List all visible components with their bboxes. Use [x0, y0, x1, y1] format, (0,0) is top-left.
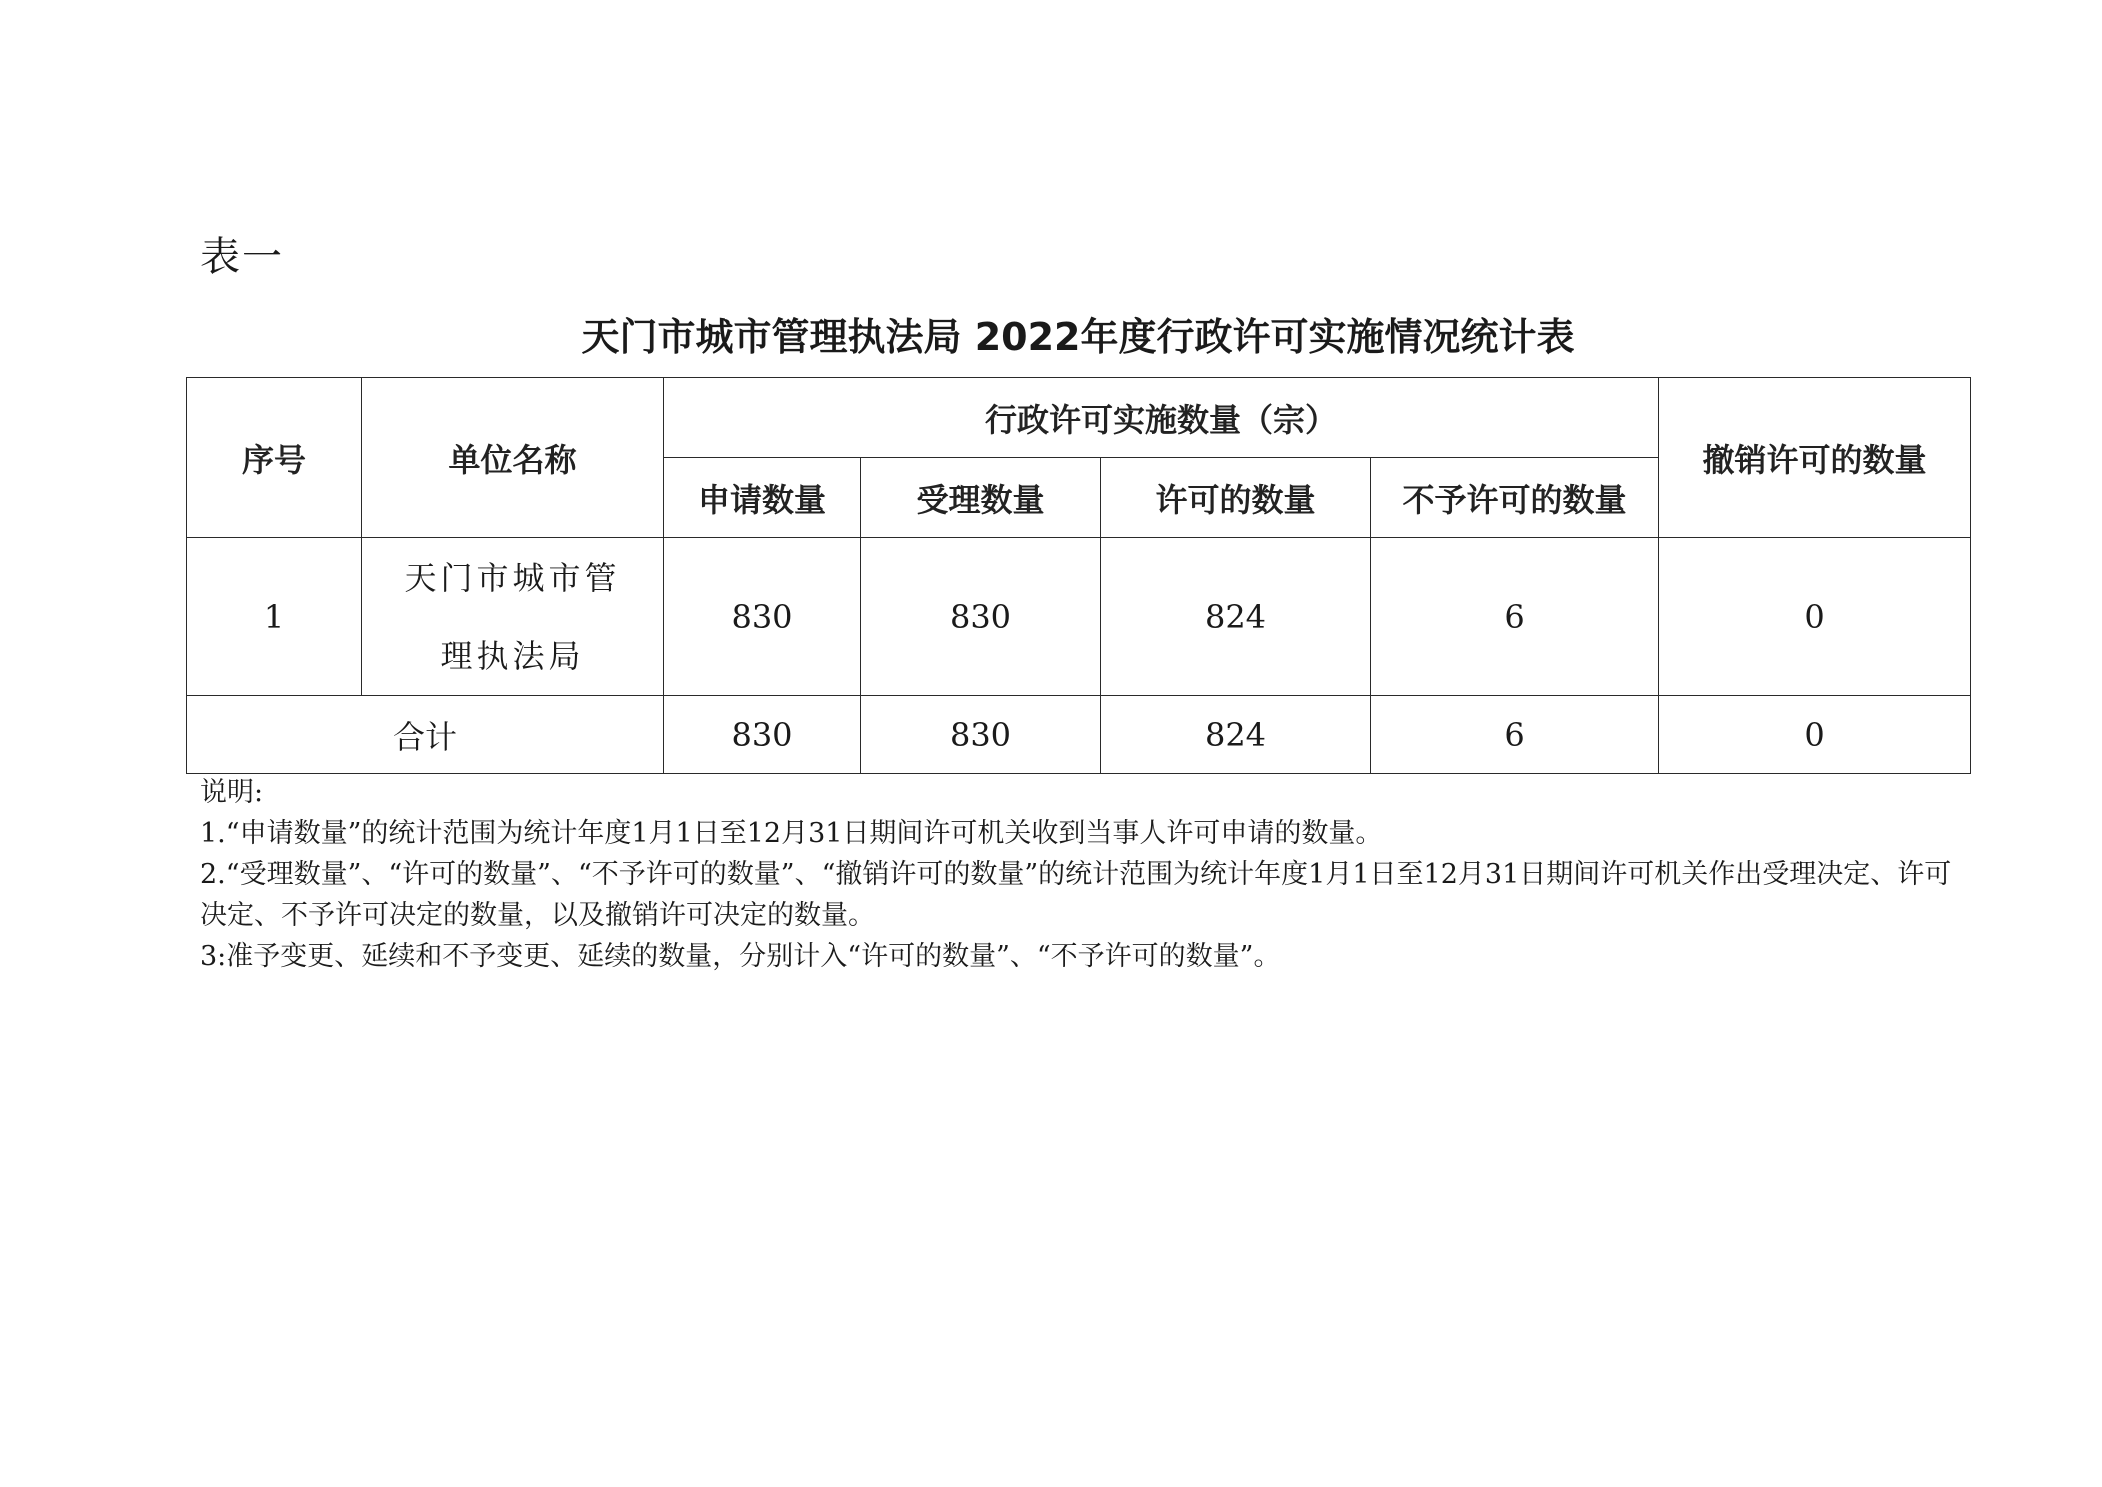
cell-permit-count: 824 [1101, 538, 1371, 696]
header-deny-count: 不予许可的数量 [1371, 458, 1659, 538]
cell-accept-count: 830 [861, 538, 1101, 696]
total-permit-count: 824 [1101, 696, 1371, 774]
total-revoke-count: 0 [1659, 696, 1971, 774]
statistics-table [186, 377, 1971, 774]
note-item-2: 2.“受理数量”、“许可的数量”、“不予许可的数量”、“撤销许可的数量”的统计范围为统计年度1月1日至12月31日期间许可机关作出受理决定、许可决定、不予许可决定的数量，以及撤销许可决定的数量。 [200, 859, 1952, 931]
table-row [187, 538, 1971, 696]
total-apply-count: 830 [664, 696, 861, 774]
cell-apply-count: 830 [664, 538, 861, 696]
cell-revoke-count: 0 [1659, 538, 1971, 696]
cell-seq: 1 [187, 538, 362, 696]
header-permit-count: 许可的数量 [1101, 458, 1371, 538]
unit-name-text: 天门市城市管理执法局 [404, 558, 621, 675]
cell-deny-count: 6 [1371, 538, 1659, 696]
header-unit-name: 单位名称 [362, 378, 664, 538]
header-apply-count: 申请数量 [664, 458, 861, 538]
header-revoke-count: 撤销许可的数量 [1659, 378, 1971, 538]
total-row [187, 696, 1971, 774]
page-label: 表一 [200, 234, 284, 280]
total-label: 合计 [187, 696, 664, 774]
header-row-top [187, 378, 1971, 458]
note-item-3: 3:准予变更、延续和不予变更、延续的数量，分别计入“许可的数量”、“不予许可的数量”。 [200, 941, 1281, 972]
notes-section [200, 772, 1970, 977]
header-accept-count: 受理数量 [861, 458, 1101, 538]
document-title: 天门市城市管理执法局 2022年度行政许可实施情况统计表 [581, 315, 1575, 359]
cell-unit-name [362, 538, 664, 696]
notes-heading: 说明: [200, 777, 264, 808]
header-seq: 序号 [187, 378, 362, 538]
note-item-1: 1.“申请数量”的统计范围为统计年度1月1日至12月31日期间许可机关收到当事人许可申请的数量。 [200, 818, 1383, 849]
total-accept-count: 830 [861, 696, 1101, 774]
header-permit-count-group: 行政许可实施数量（宗） [664, 378, 1659, 458]
total-deny-count: 6 [1371, 696, 1659, 774]
